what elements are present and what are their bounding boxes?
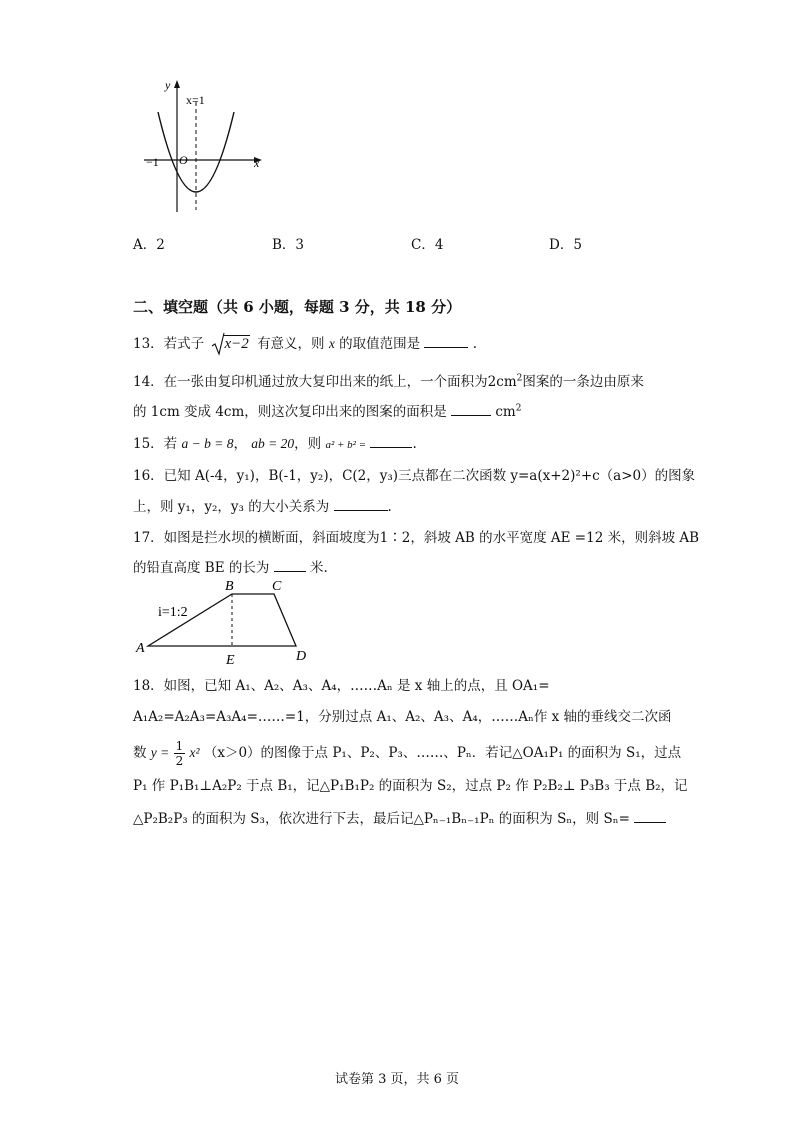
q14-sup-1: 2 [516, 373, 523, 384]
label-e: E [226, 653, 235, 668]
question-17-line2 [133, 556, 328, 576]
question-18-line5 [133, 807, 666, 827]
label-b: B [225, 579, 234, 594]
slope-label: i=1:2 [158, 605, 188, 620]
question-16-line1: 16．已知 A(-4，y₁)，B(-1，y₂)，C(2，y₃)三点都在二次函数 y=a(x+2)²+c（a>0）的图象 [133, 468, 696, 484]
q15-end: . [412, 436, 417, 452]
q18-answer-blank[interactable] [634, 808, 666, 823]
question-15 [133, 432, 417, 452]
y-axis-label: y [165, 78, 171, 92]
question-18-line1: 18．如图，已知 A₁、A₂、A₃、A₄，……Aₙ 是 x 轴上的点，且 OA₁= [133, 678, 550, 694]
question-16-line2 [133, 495, 392, 515]
q18-text-5: △P₂B₂P₃ 的面积为 S₃，依次进行下去，最后记△Pₙ₋₁Bₙ₋₁Pₙ 的面积为 Sₙ，则 Sₙ= [133, 811, 630, 827]
q18-text-3a: 数 [133, 745, 147, 761]
q16-end: . [387, 499, 392, 515]
q13-text-b: 有意义，则 [257, 336, 325, 352]
q14-unit: cm [495, 404, 516, 420]
neg-one-label: −1 [146, 155, 159, 169]
q13-text-c: 的取值范围是 [339, 336, 421, 352]
option-b: B．3 [272, 237, 305, 253]
q18-text-3b: （x＞0）的图像于点 P₁、P₂、P₃、……、Pₙ．若记△OA₁P₁ 的面积为 S₁，过点 [203, 745, 682, 761]
q17-text-2b: 米. [309, 560, 328, 576]
q14-text-1b: 图案的一条边由原来 [522, 374, 644, 390]
question-17-line1: 17．如图是拦水坝的横断面，斜面坡度为1∶2，斜坡 AB 的水平宽度 AE =12 米，则斜坡 AB [133, 530, 700, 546]
q18-x-sq: x² [189, 745, 200, 760]
q15-expr-3: a² + b² = [325, 439, 367, 451]
origin-label: O [179, 153, 188, 167]
q13-end: . [472, 336, 478, 352]
q15-expr-1: a − b = 8 [181, 436, 234, 451]
q18-frac-den: 2 [175, 754, 184, 768]
option-d: D．5 [549, 237, 582, 253]
q14-text-1: 14．在一张由复印机通过放大复印出来的纸上，一个面积为2cm [133, 374, 517, 390]
option-a: A．2 [133, 237, 165, 253]
q15-text-b: ，则 [294, 436, 322, 452]
q13-radical [211, 336, 249, 353]
q13-radicand: x−2 [224, 336, 249, 352]
label-a: A [136, 641, 145, 656]
q13-answer-blank[interactable] [424, 333, 468, 348]
x-axis-label: x [254, 156, 260, 170]
question-14-line2 [133, 400, 521, 420]
question-18-line3 [133, 739, 681, 768]
question-18-line4: P₁ 作 P₁B₁⊥A₂P₂ 于点 B₁，记△P₁B₁P₂ 的面积为 S₂，过点 P₂ 作 P₂B₂⊥ P₃B₃ 于点 B₂，记 [133, 778, 688, 794]
question-13 [133, 332, 477, 353]
y-axis-arrow [174, 80, 180, 88]
q18-fraction [174, 739, 186, 768]
q17-answer-blank[interactable] [274, 557, 306, 572]
section-heading: 二、填空题（共 6 小题，每题 3 分，共 18 分） [133, 298, 462, 316]
q14-answer-blank[interactable] [451, 401, 491, 416]
q16-text-2: 上，则 y₁，y₂，y₃ 的大小关系为 [133, 499, 330, 515]
symmetry-line-label: x=1 [186, 93, 205, 107]
q17-text-2a: 的铅直高度 BE 的长为 [133, 560, 270, 576]
q18-frac-num: 1 [175, 739, 184, 753]
parabola-graph [140, 72, 270, 217]
q15-sep: ， [233, 436, 247, 452]
q14-sup-2: 2 [515, 403, 522, 414]
q15-text-a: 15．若 [133, 436, 178, 452]
q13-var: x [328, 336, 335, 351]
question-18-line2: A₁A₂=A₂A₃=A₃A₄=……=1，分别过点 A₁、A₂、A₃、A₄，……Aₙ作 x 轴的垂线交二次函 [133, 709, 672, 725]
q13-text-a: 13．若式子 [133, 336, 205, 352]
q15-expr-2: ab = 20 [251, 436, 295, 451]
page-footer: 试卷第 3 页，共 6 页 [334, 1072, 460, 1087]
label-c: C [272, 579, 282, 594]
dam-cross-section [130, 578, 320, 668]
label-d: D [296, 649, 307, 664]
q18-y-eq: y = [150, 745, 170, 760]
q16-answer-blank[interactable] [334, 496, 388, 511]
question-14-line1 [133, 370, 644, 390]
option-c: C．4 [411, 237, 444, 253]
trapezoid [148, 594, 296, 646]
q15-answer-blank[interactable] [370, 433, 412, 448]
q14-text-2: 的 1cm 变成 4cm，则这次复印出来的图案的面积是 [133, 404, 447, 420]
